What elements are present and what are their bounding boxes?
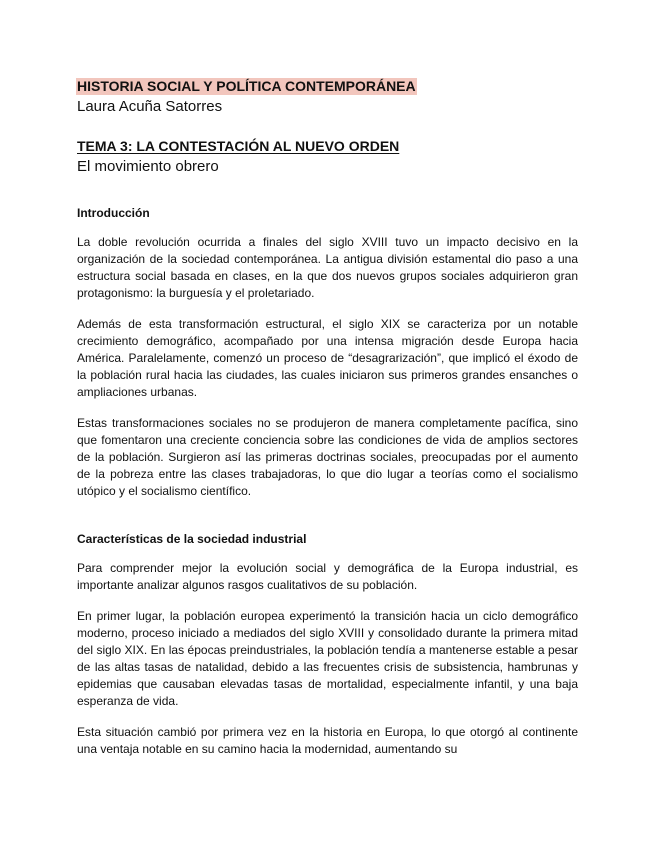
paragraph: Estas transformaciones sociales no se produjeron de manera completamente pacífica, sino que fomentaron una creciente conciencia sobre las condiciones de vida de amplios sectores de la población. Surgieron así las primeras doctrinas sociales, preocupadas por el aumento de la pobreza entre las clases trabajadoras, lo que dio lugar a teorías como el socialismo utópico y el socialismo científico. <box>77 416 578 498</box>
paragraph: Además de esta transformación estructural, el siglo XIX se caracteriza por un notable crecimiento demográfico, acompañado por una intensa migración desde Europa hacia América. Paralelamente, comenzó un proceso de “desagrarización”, que implicó el éxodo de la población rural hacia las ciudades, las cuales iniciaron sus primeros grandes ensanches o ampliaciones urbanas. <box>77 317 578 399</box>
section-heading-sociedad-industrial: Características de la sociedad industrial <box>77 532 307 546</box>
document-author: Laura Acuña Satorres <box>77 98 223 115</box>
topic-subtitle: El movimiento obrero <box>77 158 219 175</box>
document-header <box>77 78 578 176</box>
paragraph: En primer lugar, la población europea experimentó la transición hacia un ciclo demográfico moderno, proceso iniciado a mediados del siglo XVIII y consolidado durante la primera mitad del siglo XIX. En las épocas preindustriales, la población tendía a mantenerse estable a pesar de las altas tasas de natalidad, debido a las frecuentes crisis de subsistencia, hambrunas y epidemias que causaban elevadas tasas de mortalidad, especialmente infantil, y una baja esperanza de vida. <box>77 609 578 708</box>
section-heading-introduccion: Introducción <box>77 206 150 220</box>
paragraph: Esta situación cambió por primera vez en la historia en Europa, lo que otorgó al continente una ventaja notable en su camino hacia la modernidad, aumentando su <box>77 725 578 756</box>
paragraph: La doble revolución ocurrida a finales del siglo XVIII tuvo un impacto decisivo en la organización de la sociedad contemporánea. La antigua división estamental dio paso a una estructura social basada en clases, en la que dos nuevos grupos sociales adquirieron gran protagonismo: la burguesía y el proletariado. <box>77 235 578 300</box>
topic-title: TEMA 3: LA CONTESTACIÓN AL NUEVO ORDEN <box>77 138 400 154</box>
paragraph: Para comprender mejor la evolución social y demográfica de la Europa industrial, es importante analizar algunos rasgos cualitativos de su población. <box>77 561 578 592</box>
document-title: HISTORIA SOCIAL Y POLÍTICA CONTEMPORÁNEA <box>77 78 416 94</box>
